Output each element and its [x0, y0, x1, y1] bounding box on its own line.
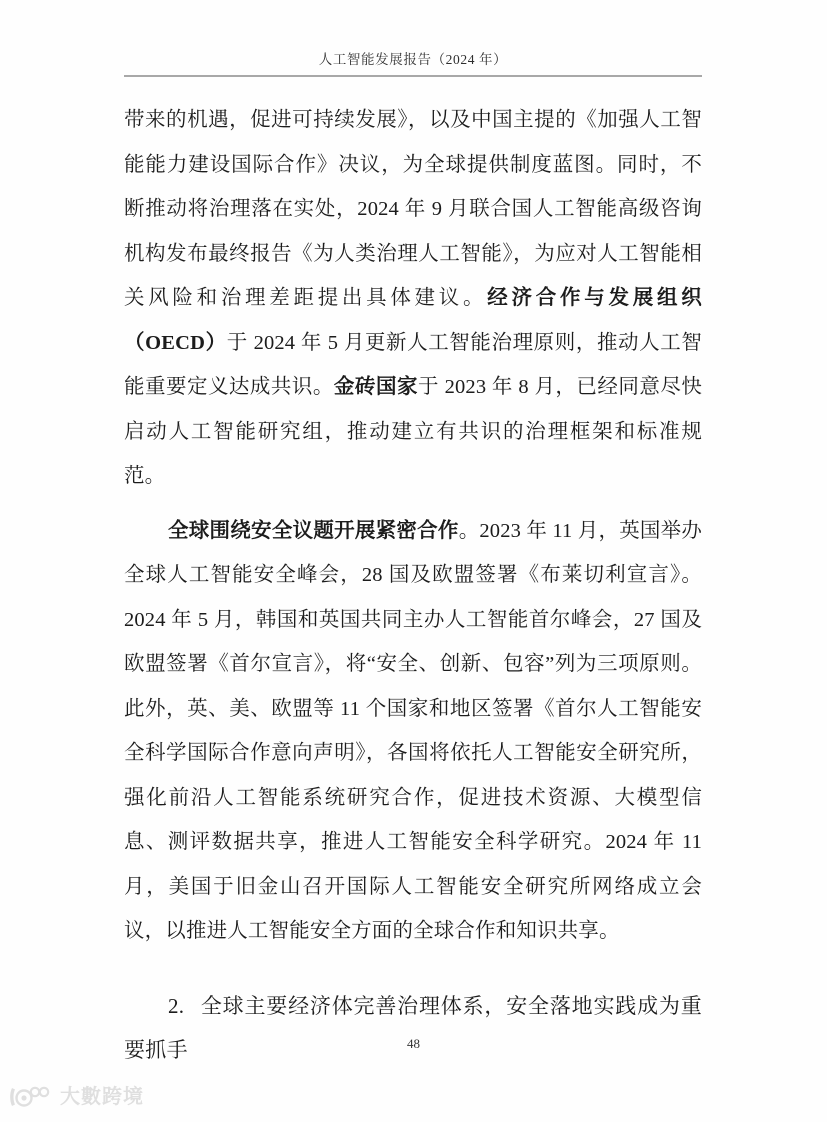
page-header	[124, 52, 702, 77]
document-body	[124, 98, 702, 1073]
page-number: 48	[407, 1036, 420, 1051]
para-global-governance: 带来的机遇，促进可持续发展》，以及中国主提的《加强人工智能能力建设国际合作》决议，为全球提供制度蓝图。同时，不断推动将治理落在实处，2024 年 9 月联合国人工智能高级咨询机构发布最终报告《为人类治理人工智能》，为应对人工智能相关风险和治理差距提出具体建议。经济合作与发展组织（OECD）于 2024 年 5 月更新人工智能治理原则，推动人工智能重要定义达成共识。金砖国家于 2023 年 8 月，已经同意尽快启动人工智能研究组，推动建立有共识的治理框架和标准规范。	[124, 109, 703, 487]
emphasis-run: 全球围绕安全议题开展紧密合作	[168, 519, 459, 542]
section-heading-number: 2.	[168, 993, 185, 1018]
paragraph-list	[124, 98, 702, 954]
header-title: 人工智能发展报告（2024 年）	[318, 52, 508, 67]
section-heading-text: 全球主要经济体完善治理体系，安全落地实践成为重要抓手	[124, 993, 702, 1062]
dashu-logo-icon	[8, 1084, 54, 1110]
para-safety-cooperation: 全球围绕安全议题开展紧密合作。2023 年 11 月，英国举办全球人工智能安全峰会，28 国及欧盟签署《布莱切利宣言》。2024 年 5 月，韩国和英国共同主办人工智能首尔峰会，27 国及欧盟签署《首尔宣言》，将“安全、创新、包容”列为三项原则。此外，英、美、欧盟等 11 个国家和地区签署《首尔人工智能安全科学国际合作意向声明》，各国将依托人工智能安全研究所，强化前沿人工智能系统研究合作，促进技术资源、大模型信息、测评数据共享，推进人工智能安全科学研究。2024 年 11 月，美国于旧金山召开国际人工智能安全研究所网络成立会议，以推进人工智能安全方面的全球合作和知识共享。	[124, 519, 702, 942]
watermark-text: 大數跨境	[60, 1086, 144, 1108]
header-rule	[124, 75, 702, 77]
emphasis-run: 经济合作与发展组织（OECD）	[124, 287, 702, 354]
section-heading	[124, 984, 702, 1073]
watermark	[8, 1084, 144, 1110]
emphasis-run: 金砖国家	[333, 376, 419, 398]
